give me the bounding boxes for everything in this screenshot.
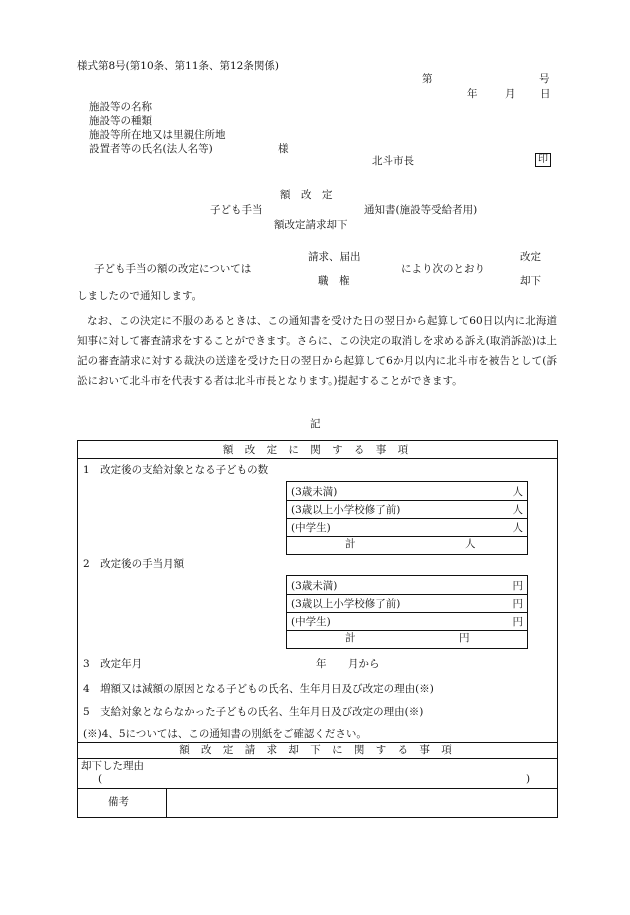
amounts-total-label: 計 — [345, 632, 356, 644]
facility-name-label: 施設等の名称 — [89, 101, 152, 113]
children-total-unit: 人 — [465, 538, 476, 550]
child-label: (中学生) — [291, 522, 331, 534]
child-unit: 人 — [512, 504, 523, 516]
section1-header: 額 改 定 に 関 す る 事 項 — [222, 444, 413, 456]
table-row — [287, 518, 527, 536]
note-text: (※)4、5については、この通知書の別紙をご確認ください。 — [83, 728, 367, 740]
facility-location-label: 施設等所在地又は里親住所地 — [89, 129, 226, 141]
honorific: 様 — [278, 143, 289, 155]
section2-header: 額 改 定 請 求 却 下 に 関 す る 事 項 — [179, 744, 456, 756]
table-row-total — [287, 630, 527, 648]
divider — [78, 458, 557, 459]
number-dai: 第 — [422, 73, 433, 85]
issuer-name: 北斗市長 — [372, 155, 414, 167]
title-line1: 額 改 定 — [280, 189, 333, 201]
rejection-reason-label: 却下した理由 — [81, 760, 144, 772]
item1-label: 1 改定後の支給対象となる子どもの数 — [83, 464, 269, 476]
table-row — [287, 500, 527, 518]
seal-mark: 印 — [535, 153, 551, 167]
paren-close: ) — [526, 773, 531, 785]
amount-label: (3歳未満) — [291, 580, 338, 592]
child-label: (3歳未満) — [291, 486, 338, 498]
body-intro: 子ども手当の額の改定については — [94, 263, 252, 275]
table-row — [287, 594, 527, 612]
item3-label: 3 改定年月 — [83, 658, 143, 670]
table-row — [287, 482, 527, 500]
child-unit: 人 — [512, 486, 523, 498]
remarks-divider — [166, 788, 167, 817]
item3-year: 年 — [316, 658, 327, 670]
amounts-total-unit: 円 — [459, 632, 470, 644]
table-row — [287, 612, 527, 630]
result-bottom: 却下 — [520, 275, 541, 287]
item3-month: 月から — [348, 658, 380, 670]
divider — [78, 742, 557, 743]
date-month: 月 — [505, 88, 516, 100]
item2-label: 2 改定後の手当月額 — [83, 558, 185, 570]
item5-label: 5 支給対象とならなかった子どもの氏名、生年月日及び改定の理由(※) — [83, 706, 424, 718]
divider — [78, 758, 557, 759]
option-top: 請求、届出 — [308, 251, 361, 263]
ki-mark: 記 — [310, 418, 321, 430]
remarks-label: 備考 — [108, 796, 129, 808]
date-day: 日 — [540, 88, 551, 100]
divider — [78, 788, 557, 789]
amount-label: (3歳以上小学校修了前) — [291, 598, 401, 610]
number-go: 号 — [539, 73, 550, 85]
amount-unit: 円 — [512, 598, 523, 610]
title-line3: 額改定請求却下 — [274, 219, 348, 231]
amount-unit: 円 — [512, 580, 523, 592]
main-table — [77, 440, 558, 818]
children-table — [286, 481, 528, 555]
body-closing: しましたので通知します。 — [77, 290, 203, 302]
item4-label: 4 増額又は減額の原因となる子どもの氏名、生年月日及び改定の理由(※) — [83, 683, 434, 695]
facility-type-label: 施設等の種類 — [89, 115, 152, 127]
title-line2-right: 通知書(施設等受給者用) — [364, 204, 478, 216]
option-bottom: 職 権 — [318, 275, 350, 287]
child-unit: 人 — [512, 522, 523, 534]
body-middle: により次のとおり — [401, 263, 485, 275]
children-total-label: 計 — [345, 538, 356, 550]
paren-open: ( — [98, 773, 103, 785]
title-line2-left: 子ども手当 — [210, 204, 263, 216]
result-top: 改定 — [520, 251, 541, 263]
amounts-table — [286, 575, 528, 649]
table-row — [287, 576, 527, 594]
child-label: (3歳以上小学校修了前) — [291, 504, 401, 516]
table-row-total — [287, 536, 527, 554]
appeal-paragraph: なお、この決定に不服のあるときは、この通知書を受けた日の翌日から起算して60日以内に北海道知事に対して審査請求をすることができます。さらに、この決定の取消しを求める訴え(取消訴訟)は上記の審査請求に対する裁決の送達を受けた日の翌日から起算して6か月以内に北斗市を被告として(訴訟において北斗市を代表する者は北斗市長となります。)提起することができます。 — [77, 315, 557, 387]
founder-name-label: 設置者等の氏名(法人名等) — [89, 143, 213, 155]
amount-label: (中学生) — [291, 616, 331, 628]
form-id: 様式第8号(第10条、第11条、第12条関係) — [77, 60, 279, 72]
date-year: 年 — [467, 88, 478, 100]
amount-unit: 円 — [512, 616, 523, 628]
